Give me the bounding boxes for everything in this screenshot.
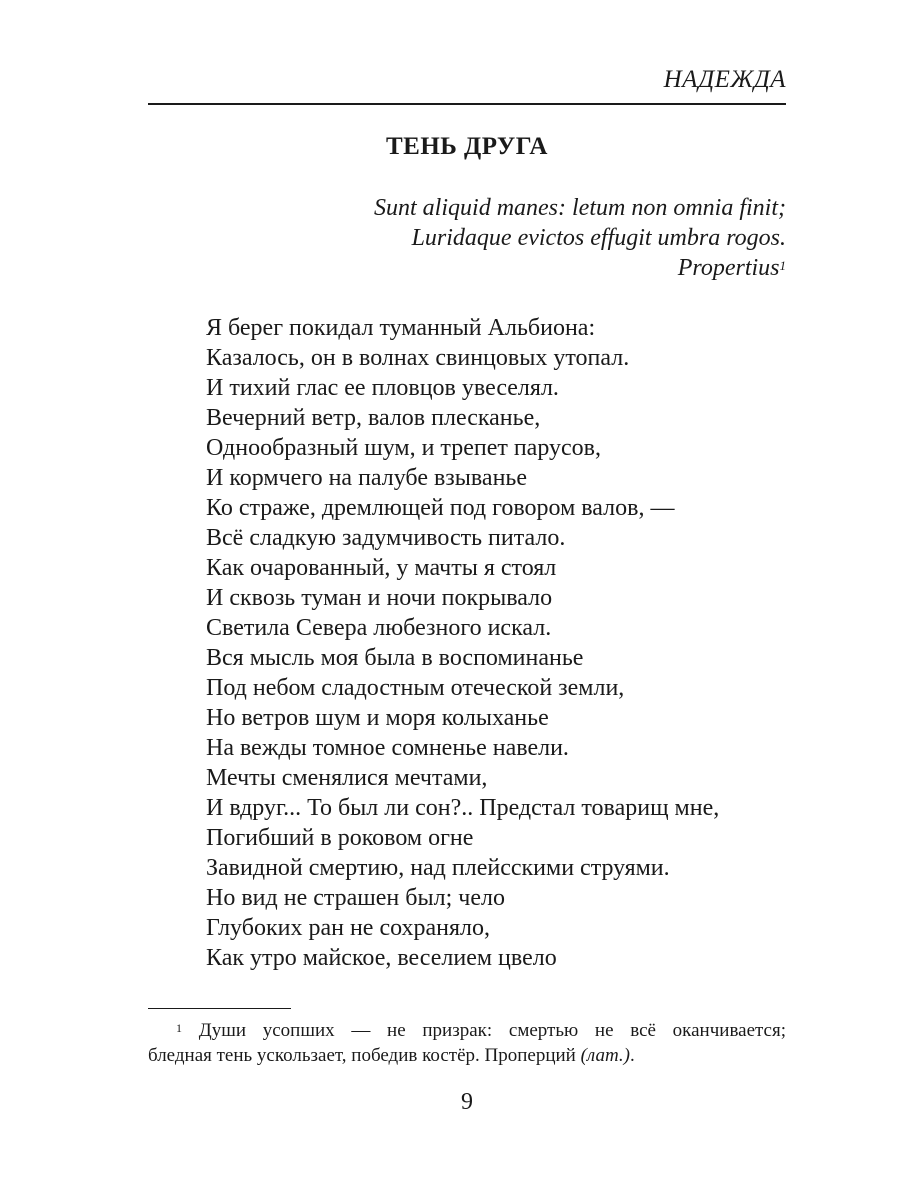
footnote-mark: 1: [176, 1021, 182, 1035]
poem-line: Как утро майское, веселием цвело: [206, 945, 557, 971]
poem-line: И вдруг... То был ли сон?.. Предстал товарищ мне,: [206, 795, 720, 821]
poem-line: Но вид не страшен был; чело: [206, 885, 505, 911]
epigraph-author-name: Propertius: [677, 255, 780, 281]
page-number: 9: [461, 1089, 473, 1115]
poem-line: Вечерний ветр, валов плесканье,: [206, 405, 541, 431]
poem-line: Я берег покидал туманный Альбиона:: [206, 315, 596, 341]
poem-line: Всё сладкую задумчивость питало.: [206, 525, 566, 551]
footnote-line: [148, 1018, 786, 1043]
poem-line: Светила Севера любезного искал.: [206, 615, 552, 641]
epigraph-author: [374, 253, 786, 283]
poem-line: Глубоких ран не сохраняло,: [206, 915, 491, 941]
epigraph-line: Luridaque evictos effugit umbra rogos.: [411, 225, 786, 251]
footnote-reference: 1: [779, 258, 786, 273]
poem-line: Мечты сменялися мечтами,: [206, 765, 488, 791]
footnote-text: Души усопших — не призрак: смертью не всё оканчивается;: [198, 1020, 787, 1041]
footnote-text: бледная тень ускользает, победив костёр. Проперций: [148, 1045, 581, 1066]
poem-line: И тихий глас ее пловцов увеселял.: [206, 375, 559, 401]
footnote-period: .: [629, 1045, 635, 1066]
header-rule: [148, 103, 786, 105]
poem-line: Но ветров шум и моря колыханье: [206, 705, 549, 731]
footnote: [148, 1018, 786, 1068]
poem-line: Как очарованный, у мачты я стоял: [206, 555, 557, 581]
footnote-language-note: (лат.): [580, 1045, 630, 1066]
poem-line: Однообразный шум, и трепет парусов,: [206, 435, 602, 461]
epigraph: [374, 193, 786, 283]
poem-line: Завидной смертию, над плейсскими струями.: [206, 855, 670, 881]
poem-line: Погибший в роковом огне: [206, 825, 474, 851]
poem-line: И кормчего на палубе взыванье: [206, 465, 528, 491]
footnote-line: [148, 1043, 786, 1068]
poem-body: [206, 313, 719, 973]
poem-title: ТЕНЬ ДРУГА: [385, 133, 548, 160]
poem-line: Вся мысль моя была в воспоминанье: [206, 645, 584, 671]
poem-line: На вежды томное сомненье навели.: [206, 735, 569, 761]
poem-line: Казалось, он в волнах свинцовых утопал.: [206, 345, 630, 371]
running-head: НАДЕЖДА: [663, 66, 786, 93]
footnote-rule: [148, 1008, 291, 1009]
epigraph-line: Sunt aliquid manes: letum non omnia finit;: [374, 195, 786, 221]
poem-line: Ко страже, дремлющей под говором валов, —: [206, 495, 675, 521]
poem-line: И сквозь туман и ночи покрывало: [206, 585, 553, 611]
poem-line: Под небом сладостным отеческой земли,: [206, 675, 625, 701]
